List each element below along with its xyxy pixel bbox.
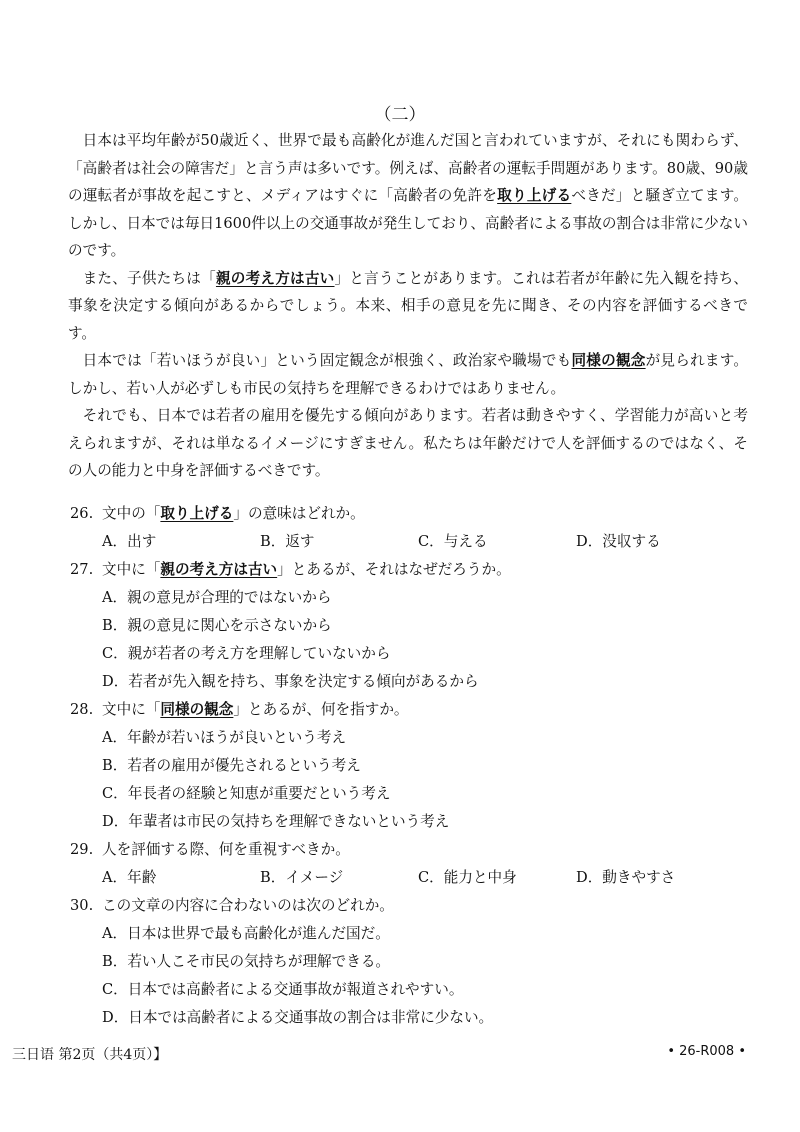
question-29 <box>70 836 750 864</box>
answer-option: C．年長者の経験と知恵が重要だという考え <box>102 785 391 802</box>
question-number: 26. <box>70 505 94 522</box>
answer-option: D．日本では高齢者による交通事故の割合は非常に少ない。 <box>102 1009 494 1026</box>
answer-option: D．若者が先入観を持ち、事象を決定する傾向があるから <box>102 673 479 690</box>
passage-paragraph <box>68 347 748 402</box>
underlined-phrase: 親の考え方は古い <box>215 269 335 287</box>
passage-text: 日本は平均年齢が50歳近く、世界で最も高齢化が進んだ国と言われていますが、それにも関わらず、「高齢者は社会の障害だ」と言う声は多いです。例えば、高齢者の運転手問題があります。80歳、90歳の運転者が事故を起こすと、メディアはすぐに「高齢者の免許を <box>68 132 748 204</box>
section-title: （二） <box>374 105 426 125</box>
answer-option: A．日本は世界で最も高齢化が進んだ国だ。 <box>102 925 390 942</box>
question-number: 28. <box>70 701 94 718</box>
question-highlight: 親の考え方は古い <box>160 561 278 578</box>
question-text-end: 」の意味はどれか。 <box>233 505 365 522</box>
answer-option: B．返す <box>260 533 315 550</box>
underlined-phrase: 取り上げる <box>497 187 572 204</box>
question-highlight: 取り上げる <box>160 505 234 522</box>
options-row <box>70 528 750 556</box>
answer-option: A．年齢 <box>102 869 157 886</box>
passage-text: 日本では「若いほうが良い」という固定観念が根強く、政治家や職場でも <box>82 352 572 369</box>
answer-option: A．出す <box>102 533 157 550</box>
question-list <box>70 500 750 1032</box>
passage-text: が見られます。しかし、若い人が必ずしも市民の気持ちを理解できるわけではありません。 <box>68 352 748 397</box>
question-highlight: 同様の観念 <box>160 701 234 718</box>
answer-option: D．動きやすさ <box>576 869 676 886</box>
answer-option: B．若い人こそ市民の気持ちが理解できる。 <box>102 953 391 970</box>
answer-option: B．イメージ <box>260 869 344 886</box>
passage-text: それでも、日本では若者の雇用を優先する傾向があります。若者は動きやすく、学習能力が高いと考えられますが、それは単なるイメージにすぎません。私たちは年齢だけで人を評価するのではなく、その人の能力と中身を評価するべきです。 <box>68 407 748 479</box>
reading-passage <box>68 127 748 485</box>
answer-option: B．若者の雇用が優先されるという考え <box>102 757 361 774</box>
question-26 <box>70 500 750 528</box>
passage-text: べきだ」と騒ぎ立てます。しかし、日本では毎日1600件以上の交通事故が発生しており、高齢者による事故の割合は非常に少ないのです。 <box>68 187 748 259</box>
question-text-end: 」とあるが、何を指すか。 <box>233 701 409 718</box>
underlined-phrase: 同様の観念 <box>571 352 646 369</box>
footer-code: • 26-R008 • <box>667 1044 746 1059</box>
passage-text: 」と言うことがあります。これは若者が年齢に先入観を持ち、事象を決定する傾向があるからでしょう。本来、相手の意見を先に聞き、その内容を評価するべきです。 <box>68 269 748 342</box>
question-28 <box>70 696 750 724</box>
answer-option: B．親の意見に関心を示さないから <box>102 617 332 634</box>
passage-paragraph <box>68 265 748 348</box>
answer-option: C．親が若者の考え方を理解していないから <box>102 645 391 662</box>
question-text-end: 」とあるが、それはなぜだろうか。 <box>277 561 511 578</box>
passage-text: また、子供たちは「 <box>82 269 216 287</box>
passage-paragraph <box>68 127 748 265</box>
question-number: 30. <box>70 897 94 914</box>
question-30 <box>70 892 750 920</box>
question-text: 人を評価する際、何を重視すべきか。 <box>102 841 350 858</box>
passage-paragraph <box>68 402 748 485</box>
answer-option: A．年齢が若いほうが良いという考え <box>102 729 347 746</box>
footer-page-info: 三日语 第2页（共4页）】 <box>12 1047 168 1063</box>
question-27 <box>70 556 750 584</box>
options-row <box>70 864 750 892</box>
answer-option: D．没収する <box>576 533 661 550</box>
answer-option: C．能力と中身 <box>418 869 517 886</box>
answer-option: C．日本では高齢者による交通事故が報道されやすい。 <box>102 981 464 998</box>
answer-option: A．親の意見が合理的ではないから <box>102 589 332 606</box>
question-number: 27. <box>70 561 94 578</box>
question-text: 文中の「 <box>102 505 161 522</box>
answer-option: D．年輩者は市民の気持ちを理解できないという考え <box>102 813 450 830</box>
question-text: 文中に「 <box>102 701 161 718</box>
question-text: 文中に「 <box>102 561 161 578</box>
question-number: 29. <box>70 841 94 858</box>
question-text: この文章の内容に合わないのは次のどれか。 <box>102 897 394 914</box>
answer-option: C．与える <box>418 533 488 550</box>
